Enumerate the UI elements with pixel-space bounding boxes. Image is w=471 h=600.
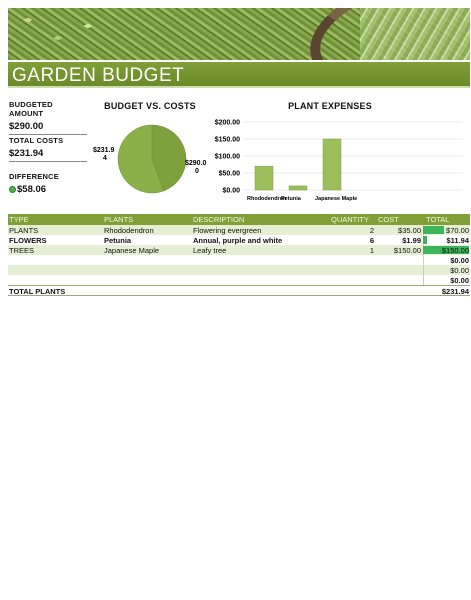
header-quantity[interactable]: QUANTITY [331,215,369,224]
y-tick-label: $150.00 [214,136,240,144]
table-row [8,225,470,235]
total-plants-label: TOTAL PLANTS [9,287,66,296]
cell-cost[interactable]: $35.00 [398,226,421,235]
budgeted-amount-label: BUDGETED AMOUNT [9,100,53,118]
header-type[interactable]: TYPE [9,215,29,224]
bar [255,166,273,190]
difference-value: $58.06 [17,184,47,195]
table-row [8,275,470,285]
header-plants[interactable]: PLANTS [104,215,134,224]
cell-quantity[interactable]: 2 [369,226,374,235]
plants-table [8,214,470,296]
cell-plant[interactable]: Rhododendron [104,226,154,235]
title-bar [8,62,470,88]
cell-plant[interactable]: Japanese Maple [104,246,160,255]
bar [289,186,307,190]
table-header-row [8,214,470,225]
cell-total[interactable]: $0.00 [450,266,469,275]
cell-description[interactable]: Annual, purple and white [193,236,283,245]
cell-type[interactable]: TREES [9,246,35,255]
cell-quantity[interactable]: 6 [369,236,374,245]
x-category-label: Japanese Maple [315,196,358,202]
cell-cost[interactable]: $1.99 [402,236,421,245]
total-costs-label: TOTAL COSTS [9,136,64,145]
pie-chart-title: BUDGET VS. COSTS [104,101,196,111]
y-tick-label: $50.00 [218,170,240,178]
total-costs-value[interactable]: $231.94 [9,148,87,162]
cell-type[interactable]: PLANTS [9,226,39,235]
leaf-pile [360,8,470,60]
header-description[interactable]: DESCRIPTION [193,215,245,224]
green-circle-icon [9,186,16,193]
page-title: GARDEN BUDGET [12,65,185,86]
total-plants-value[interactable]: $231.94 [441,287,469,296]
total-row [8,285,470,296]
bar-chart [205,112,470,212]
difference-value-cell[interactable] [9,184,87,197]
y-tick-label: $100.00 [214,153,240,161]
budgeted-amount-block [9,100,87,135]
cell-description[interactable]: Leafy tree [193,246,227,255]
x-category-label: Rhododendron [247,196,287,202]
table-row [8,255,470,265]
cell-total[interactable]: $0.00 [450,256,469,265]
x-category-label: Petunia [281,196,301,202]
pie-chart [90,115,215,205]
table-row [8,265,470,275]
cell-plant[interactable]: Petunia [104,236,132,245]
cell-total[interactable]: $70.00 [446,226,469,235]
cell-total[interactable]: $11.94 [446,236,469,245]
pie-data-label: $231.9 4 [93,147,115,162]
budgeted-amount-value[interactable]: $290.00 [9,121,87,135]
bar-chart-title: PLANT EXPENSES [288,101,372,111]
y-tick-label: $0.00 [222,187,240,195]
table-row [8,235,470,245]
cell-total[interactable]: $150.00 [441,246,469,255]
cell-quantity[interactable]: 1 [369,246,374,255]
header-cost[interactable]: COST [378,215,399,224]
total-costs-block [9,136,87,162]
cell-type[interactable]: FLOWERS [9,236,47,245]
cell-total[interactable]: $0.00 [450,276,469,285]
cell-cost[interactable]: $150.00 [393,246,421,255]
bar [323,139,341,190]
table-body [8,225,470,285]
difference-block [9,172,87,197]
difference-label: DIFFERENCE [9,172,59,181]
banner-photo [8,8,470,60]
cell-description[interactable]: Flowering evergreen [193,226,262,235]
table-row [8,245,470,255]
header-total[interactable]: TOTAL [426,215,450,224]
pie-data-label: $290.0 0 [185,160,207,175]
y-tick-label: $200.00 [214,119,240,127]
